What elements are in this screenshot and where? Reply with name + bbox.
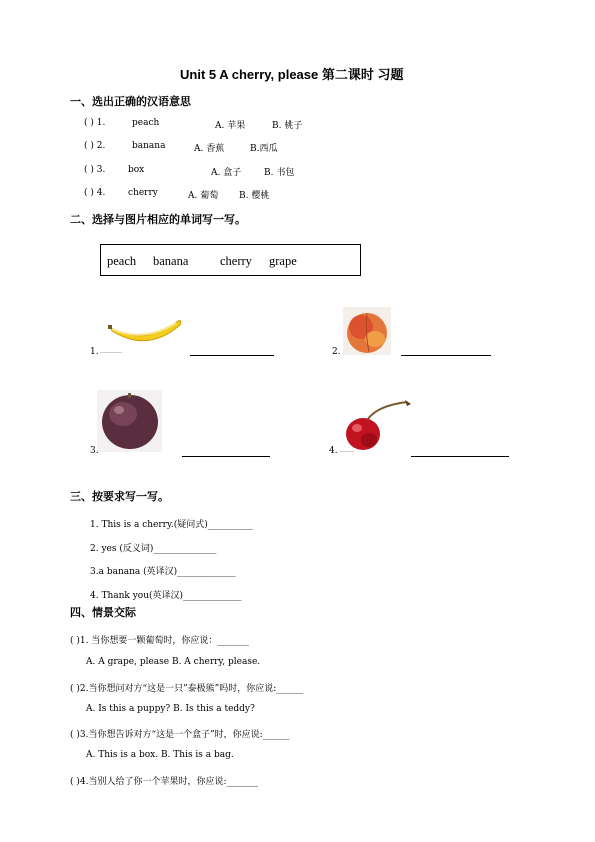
word-bank-word: cherry	[220, 254, 252, 268]
s3-item-1: 1. This is a cherry.(疑问式)__________	[90, 520, 253, 530]
s1-q2-optA: A. 香蕉	[194, 144, 225, 154]
section2-heading: 二、选择与图片相应的单词写一写。	[70, 213, 246, 226]
answer-blank[interactable]	[340, 451, 354, 452]
answer-blank[interactable]	[411, 456, 509, 457]
s1-q2-word: banana	[132, 141, 166, 151]
picture-number: 4.	[329, 446, 338, 456]
s1-q1-optB: B. 桃子	[272, 121, 303, 131]
s1-q3	[84, 165, 295, 178]
section4-heading: 四、情景交际	[70, 606, 136, 619]
s4-options-2: A. Is this a puppy? B. Is this a teddy?	[86, 704, 255, 714]
s1-q1-optA: A. 苹果	[215, 121, 246, 131]
s4-question-4: ( )4.当别人给了你一个苹果时，你应说:_______	[70, 777, 259, 787]
grape-icon	[97, 390, 162, 452]
s4-question-3: ( )3.当你想告诉对方“这是一个盒子”时，你应说:______	[70, 730, 290, 740]
s1-q4-paren: ( ) 4.	[84, 188, 106, 198]
s3-item-2: 2. yes (反义词)______________	[90, 544, 217, 554]
banana-icon	[108, 313, 182, 343]
s1-q1-paren: ( ) 1.	[84, 118, 106, 128]
word-bank-box	[100, 244, 361, 276]
s1-q2	[84, 141, 278, 154]
s1-q3-optB: B. 书包	[264, 168, 295, 178]
s1-q4-optA: A. 葡萄	[188, 191, 219, 201]
s1-q2-optB: B.西瓜	[250, 144, 278, 154]
word-bank-word: grape	[269, 254, 297, 268]
s3-item-4: 4. Thank you(英译汉)_____________	[90, 591, 242, 601]
s1-q4-optB: B. 樱桃	[239, 191, 270, 201]
cherry-icon	[343, 398, 413, 452]
s4-question-2: ( )2.当你想问对方“这是一只”泰极熊”吗时，你应说:______	[70, 684, 304, 694]
answer-blank[interactable]	[182, 456, 270, 457]
s1-q3-word: box	[128, 165, 145, 175]
picture-number: 3.	[90, 446, 99, 456]
s1-q1-word: peach	[132, 118, 160, 128]
answer-blank[interactable]	[190, 355, 274, 356]
s4-options-1: A. A grape, please B. A cherry, please.	[86, 657, 261, 667]
s3-item-3: 3.a banana (英译汉)_____________	[90, 567, 236, 577]
answer-blank[interactable]	[100, 352, 122, 353]
s1-q2-paren: ( ) 2.	[84, 141, 106, 151]
word-bank-word: peach	[107, 254, 137, 268]
section3-heading: 三、按要求写一写。	[70, 490, 169, 503]
s1-q1	[84, 118, 303, 131]
page-title: Unit 5 A cherry, please 第二课时 习题	[180, 67, 404, 82]
section1-heading: 一、选出正确的汉语意思	[70, 95, 191, 108]
answer-blank[interactable]	[401, 355, 491, 356]
peach-icon	[343, 307, 391, 355]
picture-number: 2.	[332, 347, 341, 357]
s4-question-1: ( )1. 当你想要一颗葡萄时，你应说：_______	[70, 636, 249, 646]
s1-q3-paren: ( ) 3.	[84, 165, 106, 175]
s1-q3-optA: A. 盒子	[211, 168, 242, 178]
picture-number: 1.	[90, 347, 99, 357]
s1-q4-word: cherry	[128, 188, 158, 198]
word-bank-word: banana	[153, 254, 189, 268]
s4-options-3: A. This is a box. B. This is a bag.	[86, 750, 234, 760]
s1-q4	[84, 188, 270, 201]
